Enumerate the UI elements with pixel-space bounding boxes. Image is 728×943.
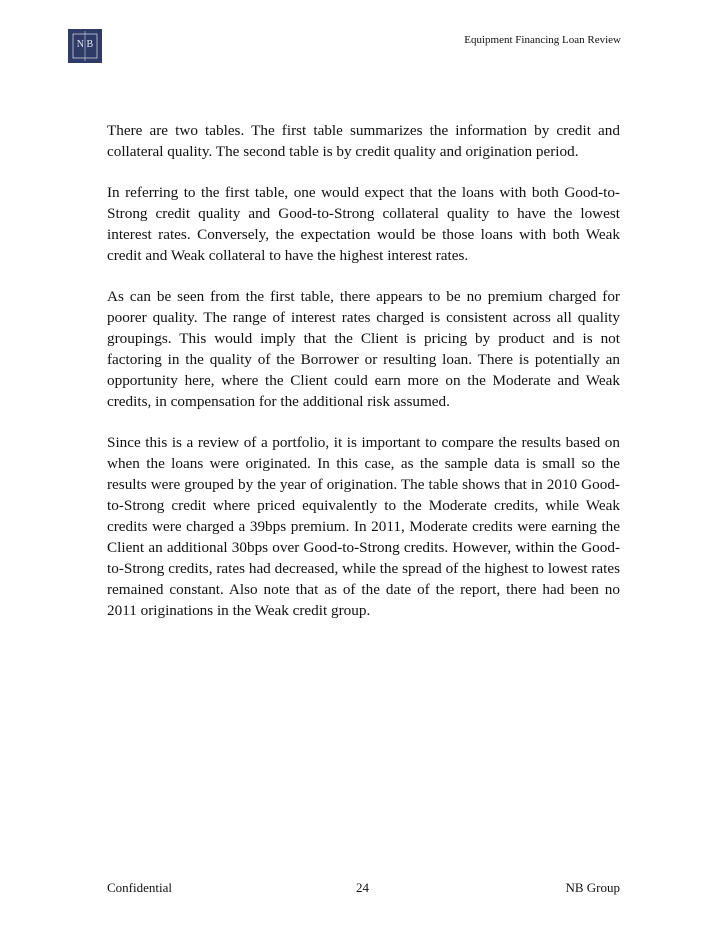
page-number: 24 xyxy=(356,880,369,895)
company-logo xyxy=(68,29,102,63)
footer-company: NB Group xyxy=(565,880,620,895)
document-title: Equipment Financing Loan Review xyxy=(464,34,621,46)
paragraph-first-table-findings: As can be seen from the first table, there appears to be no premium charged for poorer quality. The range of interest rates charged is consistent across all quality groupings. This would imply that the Client is pricing by product and is not factoring in the quality of the Borrower or resulting loan. There is potentially an opportunity here, where the Client could earn more on the Moderate and Weak credits, in compensation for the additional risk assumed. xyxy=(107,288,620,410)
paragraph-tables-intro: There are two tables. The first table summarizes the information by credit and collateral quality. The second table is by credit quality and origination period. xyxy=(107,122,620,160)
footer-confidential: Confidential xyxy=(107,880,172,895)
document-body xyxy=(107,120,620,641)
logo-text: N B xyxy=(76,39,94,50)
paragraph-origination-comparison: Since this is a review of a portfolio, it is important to compare the results based on when the loans were originated. In this case, as the sample data is small so the results were grouped by the year of origination. The table shows that in 2010 Good-to-Strong credit where priced equivalently to the Moderate credits, while Weak credits were charged a 39bps premium. In 2011, Moderate credits were earning the Client an additional 30bps over Good-to-Strong credits. However, within the Good-to-Strong credits, rates had decreased, while the spread of the highest to lowest rates remained constant. Also note that as of the date of the report, there had been no 2011 originations in the Weak credit group. xyxy=(107,434,620,619)
paragraph-expectations: In referring to the first table, one would expect that the loans with both Good-to-Strong credit quality and Good-to-Strong collateral quality to have the lowest interest rates. Conversely, the expectation would be those loans with both Weak credit and Weak collateral to have the highest interest rates. xyxy=(107,184,620,264)
